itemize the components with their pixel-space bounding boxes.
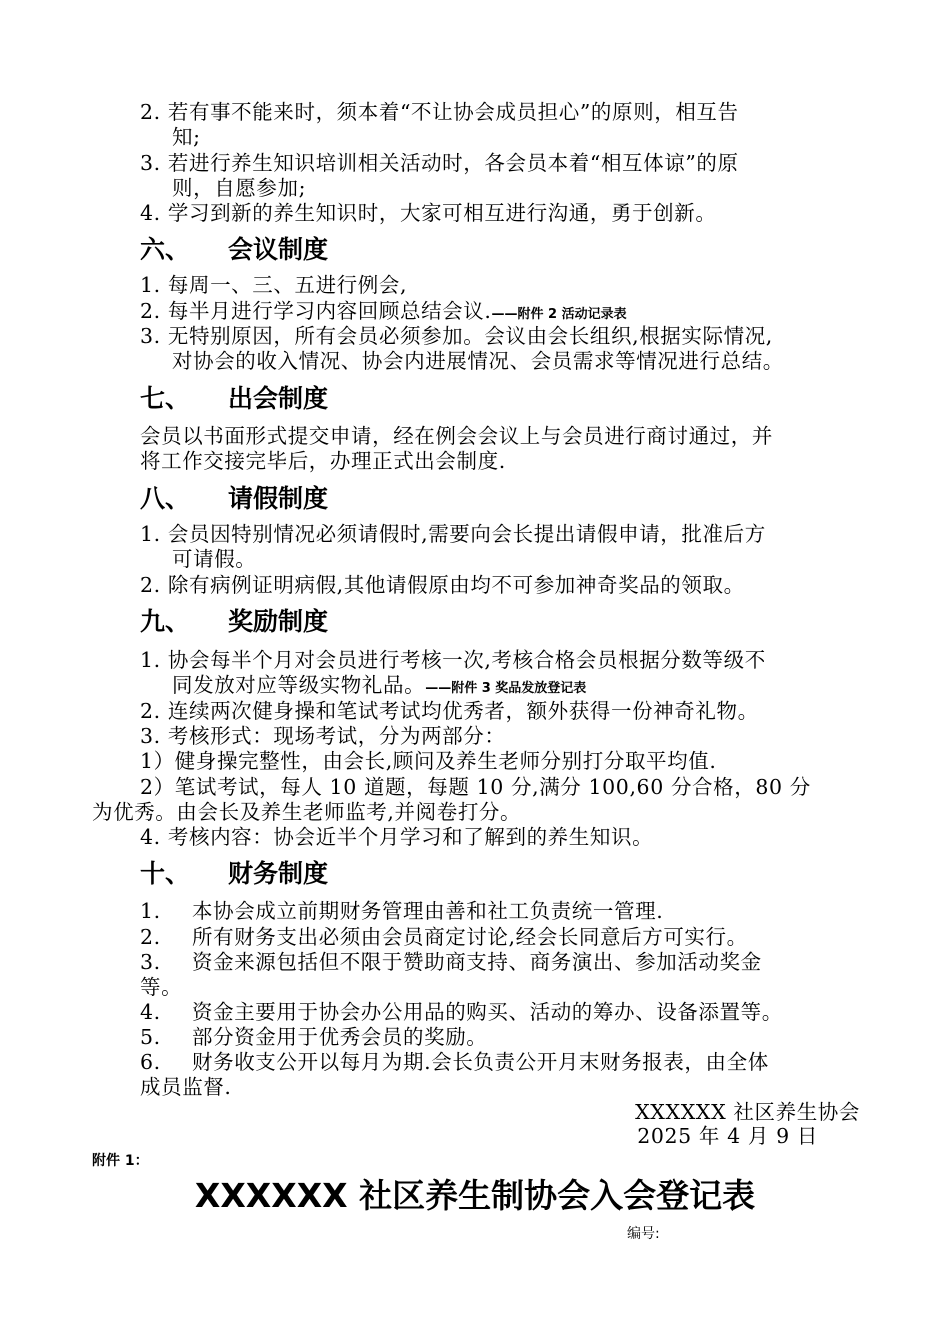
section-title: 财务制度: [228, 859, 329, 888]
meeting-item-3-cont: 对协会的收入情况、协会内进展情况、会员需求等情况进行总结。: [172, 349, 784, 373]
section-number: 九、: [140, 607, 191, 636]
section-number: 七、: [140, 384, 191, 413]
reward-item-3: 3. 考核形式：现场考试，分为两部分：: [140, 724, 506, 748]
form-number-label: 编号:: [627, 1226, 660, 1242]
section-heading-finance: [140, 858, 328, 890]
reward-sub-1: 1）健身操完整性，由会长,顾问及养生老师分别打分取平均值.: [140, 749, 717, 773]
section-number: 六、: [140, 235, 191, 264]
reward-item-2: 2. 连续两次健身操和笔试考试均优秀者，额外获得一份神奇礼物。: [140, 699, 759, 723]
meeting-item-3: 3. 无特别原因，所有会员必须参加。会议由会长组织,根据实际情况,: [140, 324, 773, 348]
rule-item-3-cont: 则，自愿参加;: [172, 176, 307, 200]
reward-item-1-text: 同发放对应等级实物礼品。: [172, 673, 426, 697]
section-title: 请假制度: [228, 484, 329, 513]
section-title: 出会制度: [228, 384, 329, 413]
item-number: 5.: [140, 1025, 161, 1049]
finance-item-3: [140, 949, 762, 975]
attachment-reference: ——附件 3 奖品发放登记表: [425, 681, 587, 696]
attachment-label: 附件 1：: [92, 1153, 149, 1169]
item-number: 4.: [140, 1000, 161, 1024]
item-text: 部分资金用于优秀会员的奖励。: [192, 1025, 488, 1049]
finance-item-2: [140, 924, 748, 950]
section-number: 八、: [140, 484, 191, 513]
reward-item-1: 1. 协会每半个月对会员进行考核一次,考核合格会员根据分数等级不: [140, 648, 766, 672]
rule-item-4: 4. 学习到新的养生知识时，大家可相互进行沟通，勇于创新。: [140, 201, 717, 225]
section-heading-leave: [140, 483, 328, 515]
signature-date: 2025 年 4 月 9 日: [637, 1124, 818, 1148]
finance-item-3-cont: 等。: [140, 975, 183, 999]
leave-item-1: 1. 会员因特别情况必须请假时,需要向会长提出请假申请，批准后方: [140, 522, 766, 546]
reward-sub-2-cont: 为优秀。由会长及养生老师监考,并阅卷打分。: [92, 800, 522, 824]
item-text: 所有财务支出必须由会员商定讨论,经会长同意后方可实行。: [192, 925, 748, 949]
section-title: 奖励制度: [228, 607, 329, 636]
meeting-item-1: 1. 每周一、三、五进行例会,: [140, 273, 408, 297]
exit-paragraph-line-2: 将工作交接完毕后，办理正式出会制度.: [140, 449, 506, 473]
item-number: 6.: [140, 1050, 161, 1074]
attachment-reference: ——附件 2 活动记录表: [491, 307, 627, 322]
item-text: 财务收支公开以每月为期.会长负责公开月末财务报表，由全体: [192, 1050, 769, 1074]
finance-item-1: [140, 898, 663, 924]
leave-item-2: 2. 除有病例证明病假,其他请假原由均不可参加神奇奖品的领取。: [140, 573, 745, 597]
item-text: 资金来源包括但不限于赞助商支持、商务演出、参加活动奖金: [192, 950, 762, 974]
finance-item-5: [140, 1024, 487, 1050]
item-text: 资金主要用于协会办公用品的购买、活动的筹办、设备添置等。: [192, 1000, 783, 1024]
meeting-item-2-text: 2. 每半月进行学习内容回顾总结会议.: [140, 299, 492, 323]
rule-item-3: 3. 若进行养生知识培训相关活动时，各会员本着“相互体谅”的原: [140, 151, 739, 175]
item-number: 3.: [140, 950, 161, 974]
item-number: 2.: [140, 925, 161, 949]
rule-item-2: 2. 若有事不能来时，须本着“不让协会成员担心”的原则，相互告: [140, 100, 739, 124]
section-heading-reward: [140, 606, 328, 638]
finance-item-6: [140, 1049, 769, 1075]
reward-item-4: 4. 考核内容：协会近半个月学习和了解到的养生知识。: [140, 825, 654, 849]
item-text: 本协会成立前期财务管理由善和社工负责统一管理.: [192, 899, 664, 923]
section-title: 会议制度: [228, 235, 329, 264]
form-title: XXXXXX 社区养生制协会入会登记表: [194, 1176, 756, 1215]
section-heading-exit: [140, 383, 328, 415]
finance-item-4: [140, 999, 783, 1025]
exit-paragraph-line-1: 会员以书面形式提交申请，经在例会会议上与会员进行商讨通过，并: [140, 424, 773, 448]
reward-sub-2: 2）笔试考试，每人 10 道题，每题 10 分,满分 100,60 分合格，80 分: [140, 775, 811, 799]
leave-item-1-cont: 可请假。: [172, 547, 257, 571]
rule-item-2-cont: 知;: [172, 125, 201, 149]
item-number: 1.: [140, 899, 161, 923]
signature-organization: XXXXXX 社区养生协会: [635, 1100, 860, 1124]
finance-item-6-cont: 成员监督.: [140, 1075, 232, 1099]
section-heading-meeting: [140, 234, 328, 266]
section-number: 十、: [140, 859, 191, 888]
